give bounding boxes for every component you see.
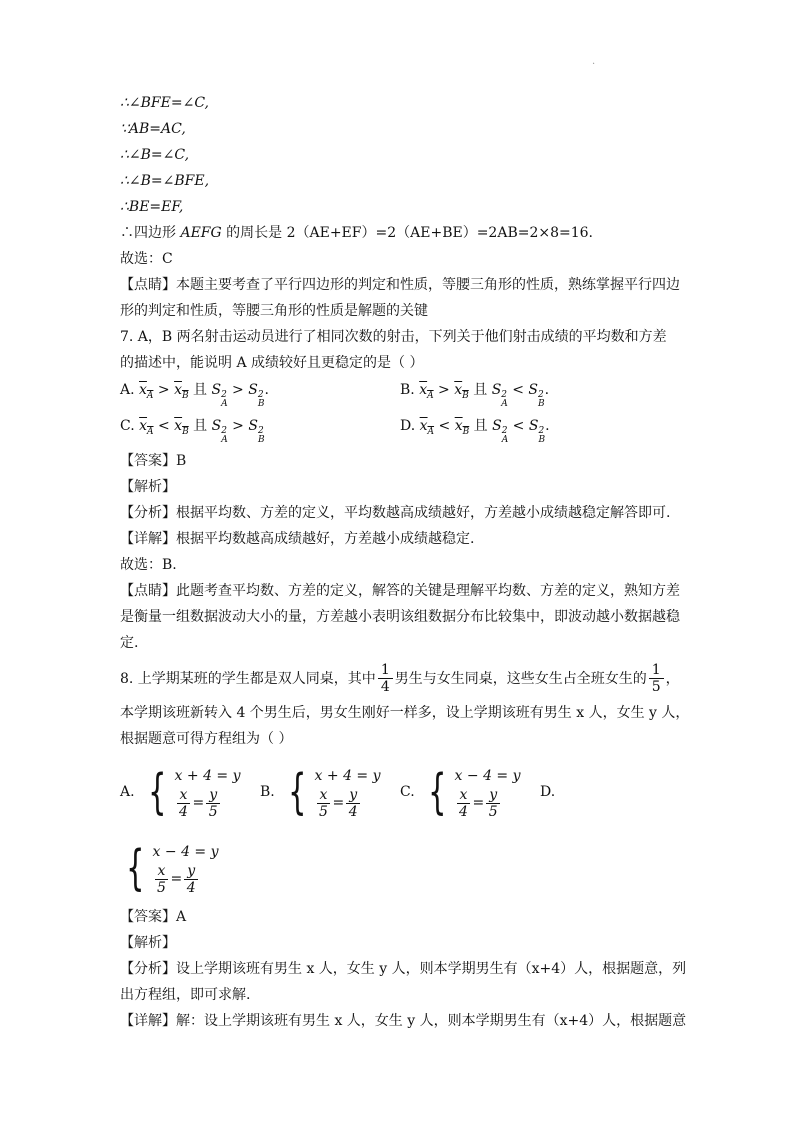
equation-system [142,765,241,820]
q7-comment: 【点睛】此题考查平均数、方差的定义，解答的关键是理解平均数、方差的定义，熟知方差是衡量一组数据波动大小的量，方差越小表明该组数据分布比较集中，即波动越小数据越稳定. [120,583,680,651]
q7-analysis-tag: 【解析】 [120,479,176,495]
and-word: 且 [188,418,212,434]
variance-relation: < [507,382,529,398]
frac-denominator: 4 [348,803,358,820]
option-label: A. [120,784,135,800]
proof-line: ∵AB=AC, [120,121,186,137]
frac-denominator: 4 [179,803,188,820]
exp-2: 2 [221,390,227,400]
mean-relation: < [434,418,455,434]
exp-2: 2 [221,426,227,436]
equation-1: x + 4 = y [314,767,381,784]
q7-option-c [120,415,400,445]
sub-b: B [538,435,546,445]
frac-numerator: x [457,787,471,804]
mean-relation: > [433,382,455,398]
fraction-left [317,787,331,820]
frac-denominator: 4 [459,803,468,820]
fraction-right [206,787,220,820]
sub-a: A [427,390,434,401]
q8-answer: 【答案】A [120,909,187,925]
mean-a: $x_A$ [419,418,435,437]
equation-2 [455,787,521,820]
sub-b: B [257,399,265,409]
frac-numerator: y [184,863,198,880]
variance-a: S 2 A [492,418,509,445]
q8-fraction-one-quarter [378,662,393,695]
sub-b: B [462,426,470,437]
equation-1: x + 4 = y [174,767,241,784]
equation-1: x − 4 = y [152,843,219,860]
left-brace: { [288,764,307,820]
sub-b: B [181,390,189,401]
q6-choice: 故选：C [120,251,173,267]
frac-numerator: 1 [378,662,393,679]
q8-options-row [120,752,680,832]
variance-b-scripts [538,391,545,409]
perimeter-rest: 的周长是 2（AE+EF）=2（AE+BE）=2AB=2×8=16. [226,225,594,241]
option-label: C. [120,418,140,434]
fraction-left [177,787,191,820]
equation-2 [153,863,219,896]
variance-a: S 2 A [491,382,508,409]
sub-a: A [221,399,228,409]
q8-option-a [120,765,260,820]
equation-2 [315,787,381,820]
equals-sign: = [192,795,205,811]
variance-relation: > [227,418,249,434]
document-page [120,90,690,1034]
option-tail: . [544,382,550,398]
q8-option-d-row [120,832,680,904]
proof-line: ∴∠B=∠BFE, [120,173,210,189]
left-brace: { [126,840,145,896]
header-mark: . [592,56,596,67]
q8-stem-line1 [120,656,680,700]
mean-a: $x_A$ [139,418,154,437]
q8-option-d-label [540,784,680,800]
mean-b: $x_B$ [454,382,469,401]
q8-detail: 【详解】解：设上学期该班有男生 x 人，女生 y 人，则本学期男生有（x+4）人，根据题意 [120,1013,687,1029]
q7-options-row2 [120,412,680,448]
frac-numerator: x [317,787,331,804]
q6-comment: 【点睛】本题主要考查了平行四边形的判定和性质，等腰三角形的性质，熟练掌握平行四边形的判定和性质，等腰三角形的性质是解题的关键 [120,277,680,319]
mean-b: $x_B$ [454,418,470,437]
left-brace: { [148,764,167,820]
fraction-left [457,787,471,820]
option-tail: . [264,382,269,398]
and-word: 且 [188,382,212,398]
sub-b: B [182,426,189,437]
exp-2: 2 [538,390,544,400]
frac-numerator: y [486,787,500,804]
frac-numerator: 1 [649,662,664,679]
q8-analysis-tag: 【解析】 [120,935,176,951]
q8-stem-line3: 根据题意可得方程组为（ ） [120,731,293,747]
equals-sign: = [472,795,485,811]
sub-a: A [427,426,435,437]
and-word: 且 [468,382,492,398]
frac-denominator: 5 [157,879,166,896]
fraction-right [486,787,500,820]
q8-fraction-one-fifth [649,662,664,695]
fraction-left [155,863,169,896]
equation-system [282,765,381,820]
frac-numerator: y [346,787,360,804]
system-rows [175,765,241,820]
system-rows [315,765,381,820]
q7-detail: 【详解】根据平均数越高成绩越好，方差越小成绩越稳定. [120,531,475,547]
q7-analysis: 【分析】根据平均数、方差的定义，平均数越高成绩越好，方差越小成绩越稳定解答即可. [120,505,671,521]
variance-b: S 2 B [248,382,265,409]
frac-denominator: 5 [319,803,328,820]
q7-stem-line1: 7. A，B 两名射击运动员进行了相同次数的射击，下列关于他们射击成绩的平均数和方差 [120,329,667,345]
equation-2 [175,787,241,820]
frac-denominator: 5 [488,803,498,820]
q8-stem-b: 男生与女生同桌，这些女生占全班女生的 [394,671,647,687]
sub-a: A [146,390,154,401]
q8-stem-a: 8. 上学期某班的学生都是双人同桌，其中 [120,671,376,687]
system-rows [153,841,219,896]
mean-b: $x_B$ [174,418,189,437]
equation-1: x − 4 = y [454,767,521,784]
perimeter-prefix: ∴四边形 [120,225,176,241]
q8-stem-c: ， [665,671,680,687]
option-label: C. [400,784,415,800]
variance-a: S 2 A [211,382,228,409]
option-label: B. [260,784,275,800]
variance-relation: < [508,418,529,434]
mean-a: $x_A$ [419,382,434,401]
exp-2: 2 [257,426,264,436]
exp-2: 2 [501,426,508,436]
frac-numerator: x [177,787,191,804]
perimeter-line [120,220,680,246]
frac-denominator: 4 [380,678,390,695]
q7-option-a [120,379,400,409]
option-tail: . [545,418,550,434]
equation-system [120,841,219,896]
mean-relation: > [153,382,175,398]
frac-denominator: 5 [208,803,218,820]
q7-options-row1 [120,376,680,412]
option-label: A. [120,382,140,398]
sub-b: B [257,435,265,445]
mean-b: $x_B$ [174,382,189,401]
sub-b: B [538,399,545,409]
option-label: D. [540,784,556,800]
q7-option-b [400,379,680,409]
q8-option-d [120,841,285,896]
left-brace: { [428,764,447,820]
sub-a: A [501,399,508,409]
proof-line: ∴∠BFE=∠C, [120,95,209,111]
q7-answer: 【答案】B [120,453,187,469]
variance-b: S 2 B [248,418,265,445]
option-label: B. [400,382,420,398]
sub-a: A [147,426,154,437]
sub-a: A [221,435,228,445]
equation-system [422,765,521,820]
variance-a: S 2 A [211,418,228,445]
q8-option-c [400,765,540,820]
sub-b: B [462,390,469,401]
and-word: 且 [469,418,493,434]
q8-analysis-line1: 【分析】设上学期该班有男生 x 人，女生 y 人，则本学期男生有（x+4）人，根据题意，列 [120,961,687,977]
q8-analysis-line2: 出方程组，即可求解. [120,987,251,1003]
mean-a: $x_A$ [139,382,154,401]
variance-b: S 2 B [528,418,546,445]
q7-option-d [400,415,680,445]
fraction-right [346,787,360,820]
proof-line: ∴BE=EF, [120,199,184,215]
variance-b-scripts [258,427,265,445]
frac-denominator: 4 [186,879,196,896]
proof-line: ∴∠B=∠C, [120,147,190,163]
exp-2: 2 [501,390,508,400]
frac-numerator: y [206,787,220,804]
q7-choice: 故选：B. [120,557,177,573]
q7-stem-line2: 的描述中，能说明 A 成绩较好且更稳定的是（ ） [120,355,424,371]
system-rows [455,765,521,820]
variance-b: S 2 B [528,382,545,409]
mean-relation: < [153,418,175,434]
frac-denominator: 5 [651,678,661,695]
perimeter-shape: AEFG [180,225,222,241]
exp-2: 2 [257,390,264,400]
exp-2: 2 [538,426,545,436]
variance-relation: > [227,382,249,398]
option-label: D. [400,418,420,434]
q8-stem-line2: 本学期该班新转入 4 个男生后，男女生刚好一样多，设上学期该班有男生 x 人，女生 y 人， [120,705,690,721]
sub-a: A [501,435,509,445]
frac-numerator: x [155,863,169,880]
q8-option-b [260,765,400,820]
equals-sign: = [170,871,183,887]
equals-sign: = [332,795,345,811]
fraction-right [184,863,198,896]
